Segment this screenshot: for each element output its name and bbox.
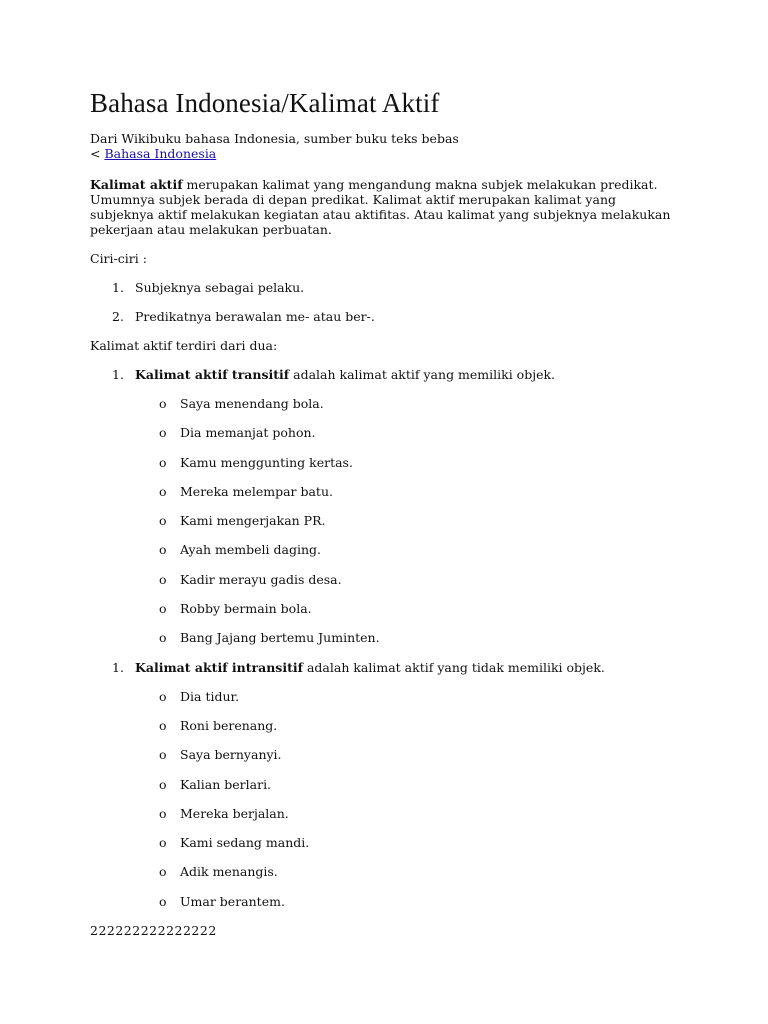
bullet-icon: o [159,601,167,617]
page-title: Bahasa Indonesia/Kalimat Aktif [90,88,440,118]
list-item [90,513,678,528]
intro-paragraph [90,177,678,237]
bullet-icon: o [159,747,167,763]
list-number: 1. [112,659,124,675]
bullet-icon: o [159,396,167,411]
trailing-text: 222222222222222 [90,923,217,939]
list-item [90,747,678,762]
example-text: Kami mengerjakan PR. [180,513,326,529]
intransitif-text: adalah kalimat aktif yang tidak memiliki objek. [303,659,605,675]
list-item [90,630,678,645]
intransitif-heading [135,660,678,675]
example-text: Kamu menggunting kertas. [180,454,353,470]
list-item [90,396,678,411]
list-item [90,601,678,616]
bullet-icon: o [159,513,167,529]
bullet-icon: o [159,776,167,792]
transitif-heading [135,367,678,382]
example-text: Mereka melempar batu. [180,483,333,499]
example-text: Umar berantem. [180,893,285,909]
bullet-icon: o [159,835,167,851]
intransitif-examples [90,689,678,909]
example-text: Saya menendang bola. [180,396,324,411]
example-text: Kalian berlari. [180,776,272,792]
intransitif-bold: Kalimat aktif intransitif [135,659,303,675]
ciri-label: Ciri-ciri : [90,251,147,266]
list-number: 2. [112,309,124,324]
example-text: Ayah membeli daging. [180,542,322,558]
breadcrumb-link[interactable]: Bahasa Indonesia [104,146,217,161]
list-item [90,455,678,470]
breadcrumb-prefix: < [90,146,105,161]
example-text: Dia memanjat pohon. [180,425,316,441]
transitif-bold: Kalimat aktif transitif [135,367,290,382]
bullet-icon: o [159,483,167,499]
example-text: Kami sedang mandi. [180,835,310,851]
bullet-icon: o [159,454,167,470]
list-number: 1. [112,367,124,382]
example-text: Mereka berjalan. [180,805,289,821]
list-item [90,309,678,324]
list-item [90,689,678,704]
bullet-icon: o [159,717,167,733]
example-text: Dia tidur. [180,688,240,704]
list-item [90,864,678,879]
list-item [90,280,678,295]
types-label: Kalimat aktif terdiri dari dua: [90,338,278,353]
intransitif-section [90,660,678,675]
transitif-examples [90,396,678,645]
list-item [90,425,678,440]
breadcrumb [90,146,678,161]
transitif-text: adalah kalimat aktif yang memiliki objek. [289,367,556,382]
example-text: Adik menangis. [180,864,278,880]
bullet-icon: o [159,893,167,909]
list-number: 1. [112,280,124,295]
list-item [90,718,678,733]
bullet-icon: o [159,864,167,880]
transitif-section [90,367,678,382]
page-subtitle: Dari Wikibuku bahasa Indonesia, sumber buku teks bebas [90,131,459,146]
list-item [90,777,678,792]
example-text: Saya bernyanyi. [180,747,282,763]
bullet-icon: o [159,688,167,704]
list-item-text: Predikatnya berawalan me- atau ber-. [135,309,375,324]
example-text: Roni berenang. [180,717,278,733]
bullet-icon: o [159,571,167,587]
list-item [90,835,678,850]
intro-bold-term: Kalimat aktif [90,177,183,192]
list-item [90,572,678,587]
list-item [90,894,678,909]
bullet-icon: o [159,542,167,558]
list-item [90,484,678,499]
ciri-list [90,280,678,324]
bullet-icon: o [159,425,167,441]
example-text: Bang Jajang bertemu Juminten. [180,630,380,646]
example-text: Kadir merayu gadis desa. [180,571,342,587]
intro-text: merupakan kalimat yang mengandung makna subjek melakukan predikat. Umumnya subjek berada di depan predikat. Kalimat aktif merupakan kalimat yang subjeknya aktif melakukan kegiatan atau aktifitas. Atau kalimat yang subjeknya melakukan pekerjaan atau melakukan perbuatan. [90,177,671,237]
bullet-icon: o [159,630,167,646]
bullet-icon: o [159,805,167,821]
example-text: Robby bermain bola. [180,601,312,617]
list-item [90,542,678,557]
list-item [90,806,678,821]
list-item-text: Subjeknya sebagai pelaku. [135,280,305,295]
